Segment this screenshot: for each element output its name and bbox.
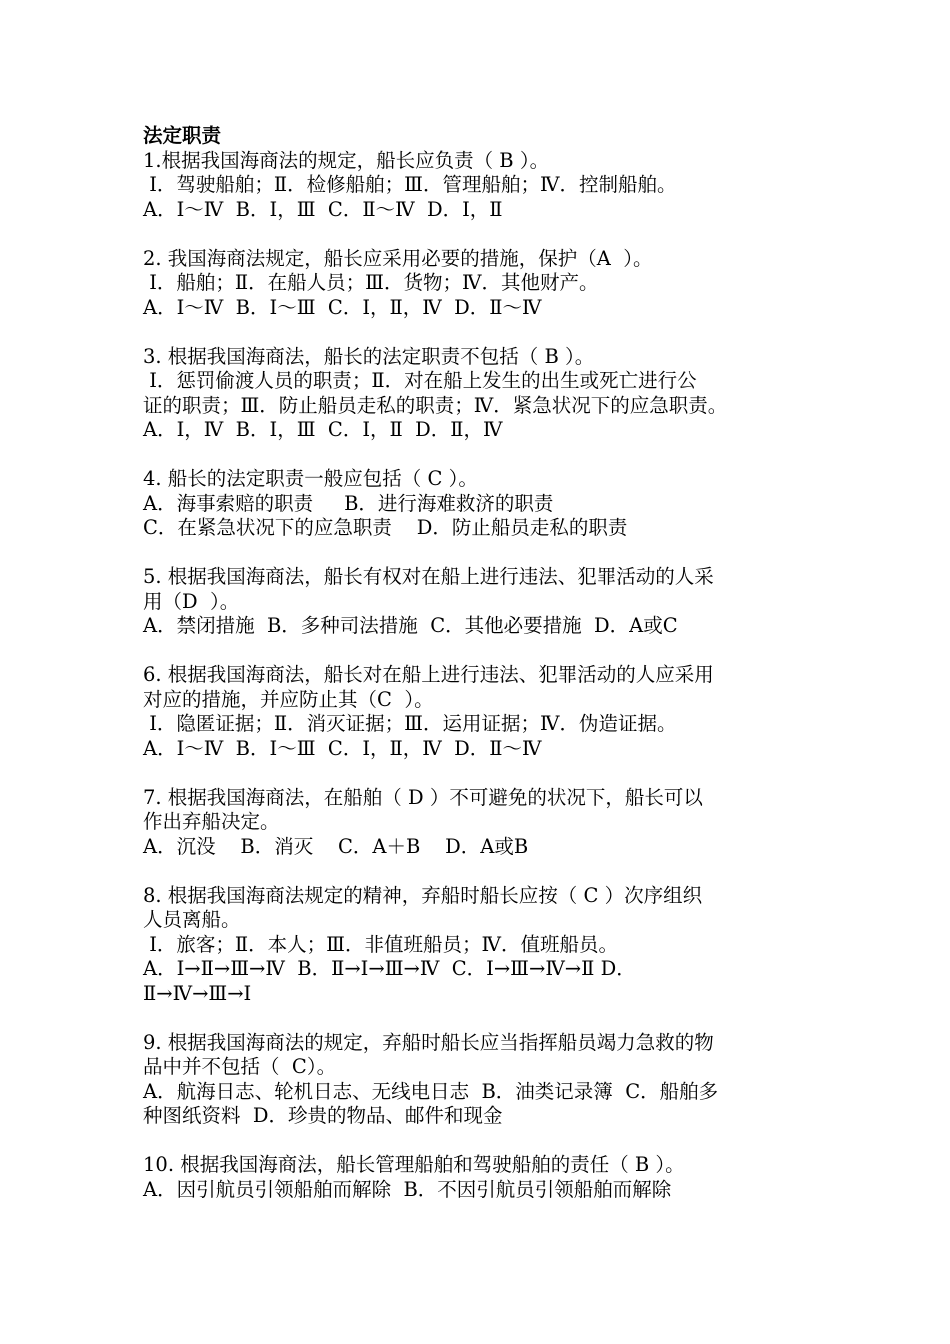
question-line: A．沉没 B．消灭 C．A＋B D．A或B (143, 834, 529, 858)
question-item (143, 345, 813, 443)
document-page (143, 124, 813, 1227)
question-item (143, 467, 813, 541)
question-line: 品中并不包括（ C）。 (143, 1055, 337, 1078)
question-item (143, 565, 813, 639)
question-line: 9. 根据我国海商法的规定，弃船时船长应当指挥船员竭力急救的物 (143, 1030, 714, 1054)
document-title: 法定职责 (143, 124, 222, 147)
question-line: 作出弃船决定。 (143, 810, 280, 833)
question-line: 6. 根据我国海商法，船长对在船上进行违法、犯罪活动的人应采用 (143, 663, 714, 686)
question-line: C．在紧急状况下的应急职责 D．防止船员走私的职责 (143, 516, 628, 539)
question-item (143, 786, 813, 860)
question-line: Ⅰ．船舶；Ⅱ．在船人员；Ⅲ．货物；Ⅳ．其他财产。 (143, 271, 599, 294)
question-line: A．因引航员引领船舶而解除 B．不因引航员引领船舶而解除 (143, 1177, 672, 1201)
question-line: A．Ⅰ，Ⅳ B．Ⅰ，Ⅲ C．Ⅰ，Ⅱ D．Ⅱ，Ⅳ (143, 418, 503, 441)
question-line: Ⅰ．旅客；Ⅱ．本人；Ⅲ．非值班船员；Ⅳ．值班船员。 (143, 932, 618, 956)
question-line: Ⅱ→Ⅳ→Ⅲ→Ⅰ (143, 981, 252, 1005)
question-line: A．Ⅰ～Ⅳ B．Ⅰ，Ⅲ C．Ⅱ～Ⅳ D．Ⅰ，Ⅱ (143, 197, 503, 221)
question-line: 2. 我国海商法规定，船长应采用必要的措施，保护（A ）。 (143, 246, 653, 270)
question-line: 证的职责；Ⅲ．防止船员走私的职责；Ⅳ．紧急状况下的应急职责。 (143, 393, 728, 417)
question-item (143, 884, 813, 1007)
question-line: 7. 根据我国海商法，在船舶（ D ）不可避免的状况下，船长可以 (143, 785, 703, 809)
question-line: 5. 根据我国海商法，船长有权对在船上进行违法、犯罪活动的人采 (143, 565, 714, 588)
question-line: 8. 根据我国海商法规定的精神，弃船时船长应按（ C ）次序组织 (143, 883, 703, 907)
question-line: Ⅰ．隐匿证据；Ⅱ．消灭证据；Ⅲ．运用证据；Ⅳ．伪造证据。 (143, 712, 677, 735)
question-line: A．禁闭措施 B．多种司法措施 C．其他必要措施 D．A或C (143, 614, 678, 637)
question-item (143, 247, 813, 321)
question-line: A．Ⅰ→Ⅱ→Ⅲ→Ⅳ B．Ⅱ→Ⅰ→Ⅲ→Ⅳ C．Ⅰ→Ⅲ→Ⅳ→Ⅱ D． (143, 957, 636, 980)
question-line: 用（D ）。 (143, 589, 240, 613)
question-line: A．Ⅰ～Ⅳ B．Ⅰ～Ⅲ C．Ⅰ，Ⅱ，Ⅳ D．Ⅱ～Ⅳ (143, 736, 542, 760)
question-list (143, 149, 813, 1203)
question-line: Ⅰ．驾驶船舶；Ⅱ．检修船舶；Ⅲ．管理船舶；Ⅳ．控制船舶。 (143, 173, 677, 196)
question-line: A．航海日志、轮机日志、无线电日志 B．油类记录簿 C．船舶多 (143, 1079, 719, 1103)
question-item (143, 663, 813, 761)
question-line: Ⅰ．惩罚偷渡人员的职责；Ⅱ．对在船上发生的出生或死亡进行公 (143, 369, 697, 392)
question-line: 种图纸资料 D．珍贵的物品、邮件和现金 (143, 1104, 503, 1127)
question-item (143, 1153, 813, 1202)
question-item (143, 1031, 813, 1129)
question-line: 3. 根据我国海商法，船长的法定职责不包括（ B ）。 (143, 344, 595, 368)
question-item (143, 149, 813, 223)
question-line: A．Ⅰ～Ⅳ B．Ⅰ～Ⅲ C．Ⅰ，Ⅱ，Ⅳ D．Ⅱ～Ⅳ (143, 295, 542, 319)
question-line: 1.根据我国海商法的规定，船长应负责（ B ）。 (143, 148, 550, 172)
question-line: 人员离船。 (143, 908, 241, 931)
question-line: A．海事索赔的职责 B．进行海难救济的职责 (143, 491, 554, 515)
question-line: 对应的措施，并应防止其（C ）。 (143, 687, 434, 711)
question-line: 10. 根据我国海商法，船长管理船舶和驾驶船舶的责任（ B ）。 (143, 1153, 685, 1176)
question-line: 4. 船长的法定职责一般应包括（ C ）。 (143, 467, 478, 490)
